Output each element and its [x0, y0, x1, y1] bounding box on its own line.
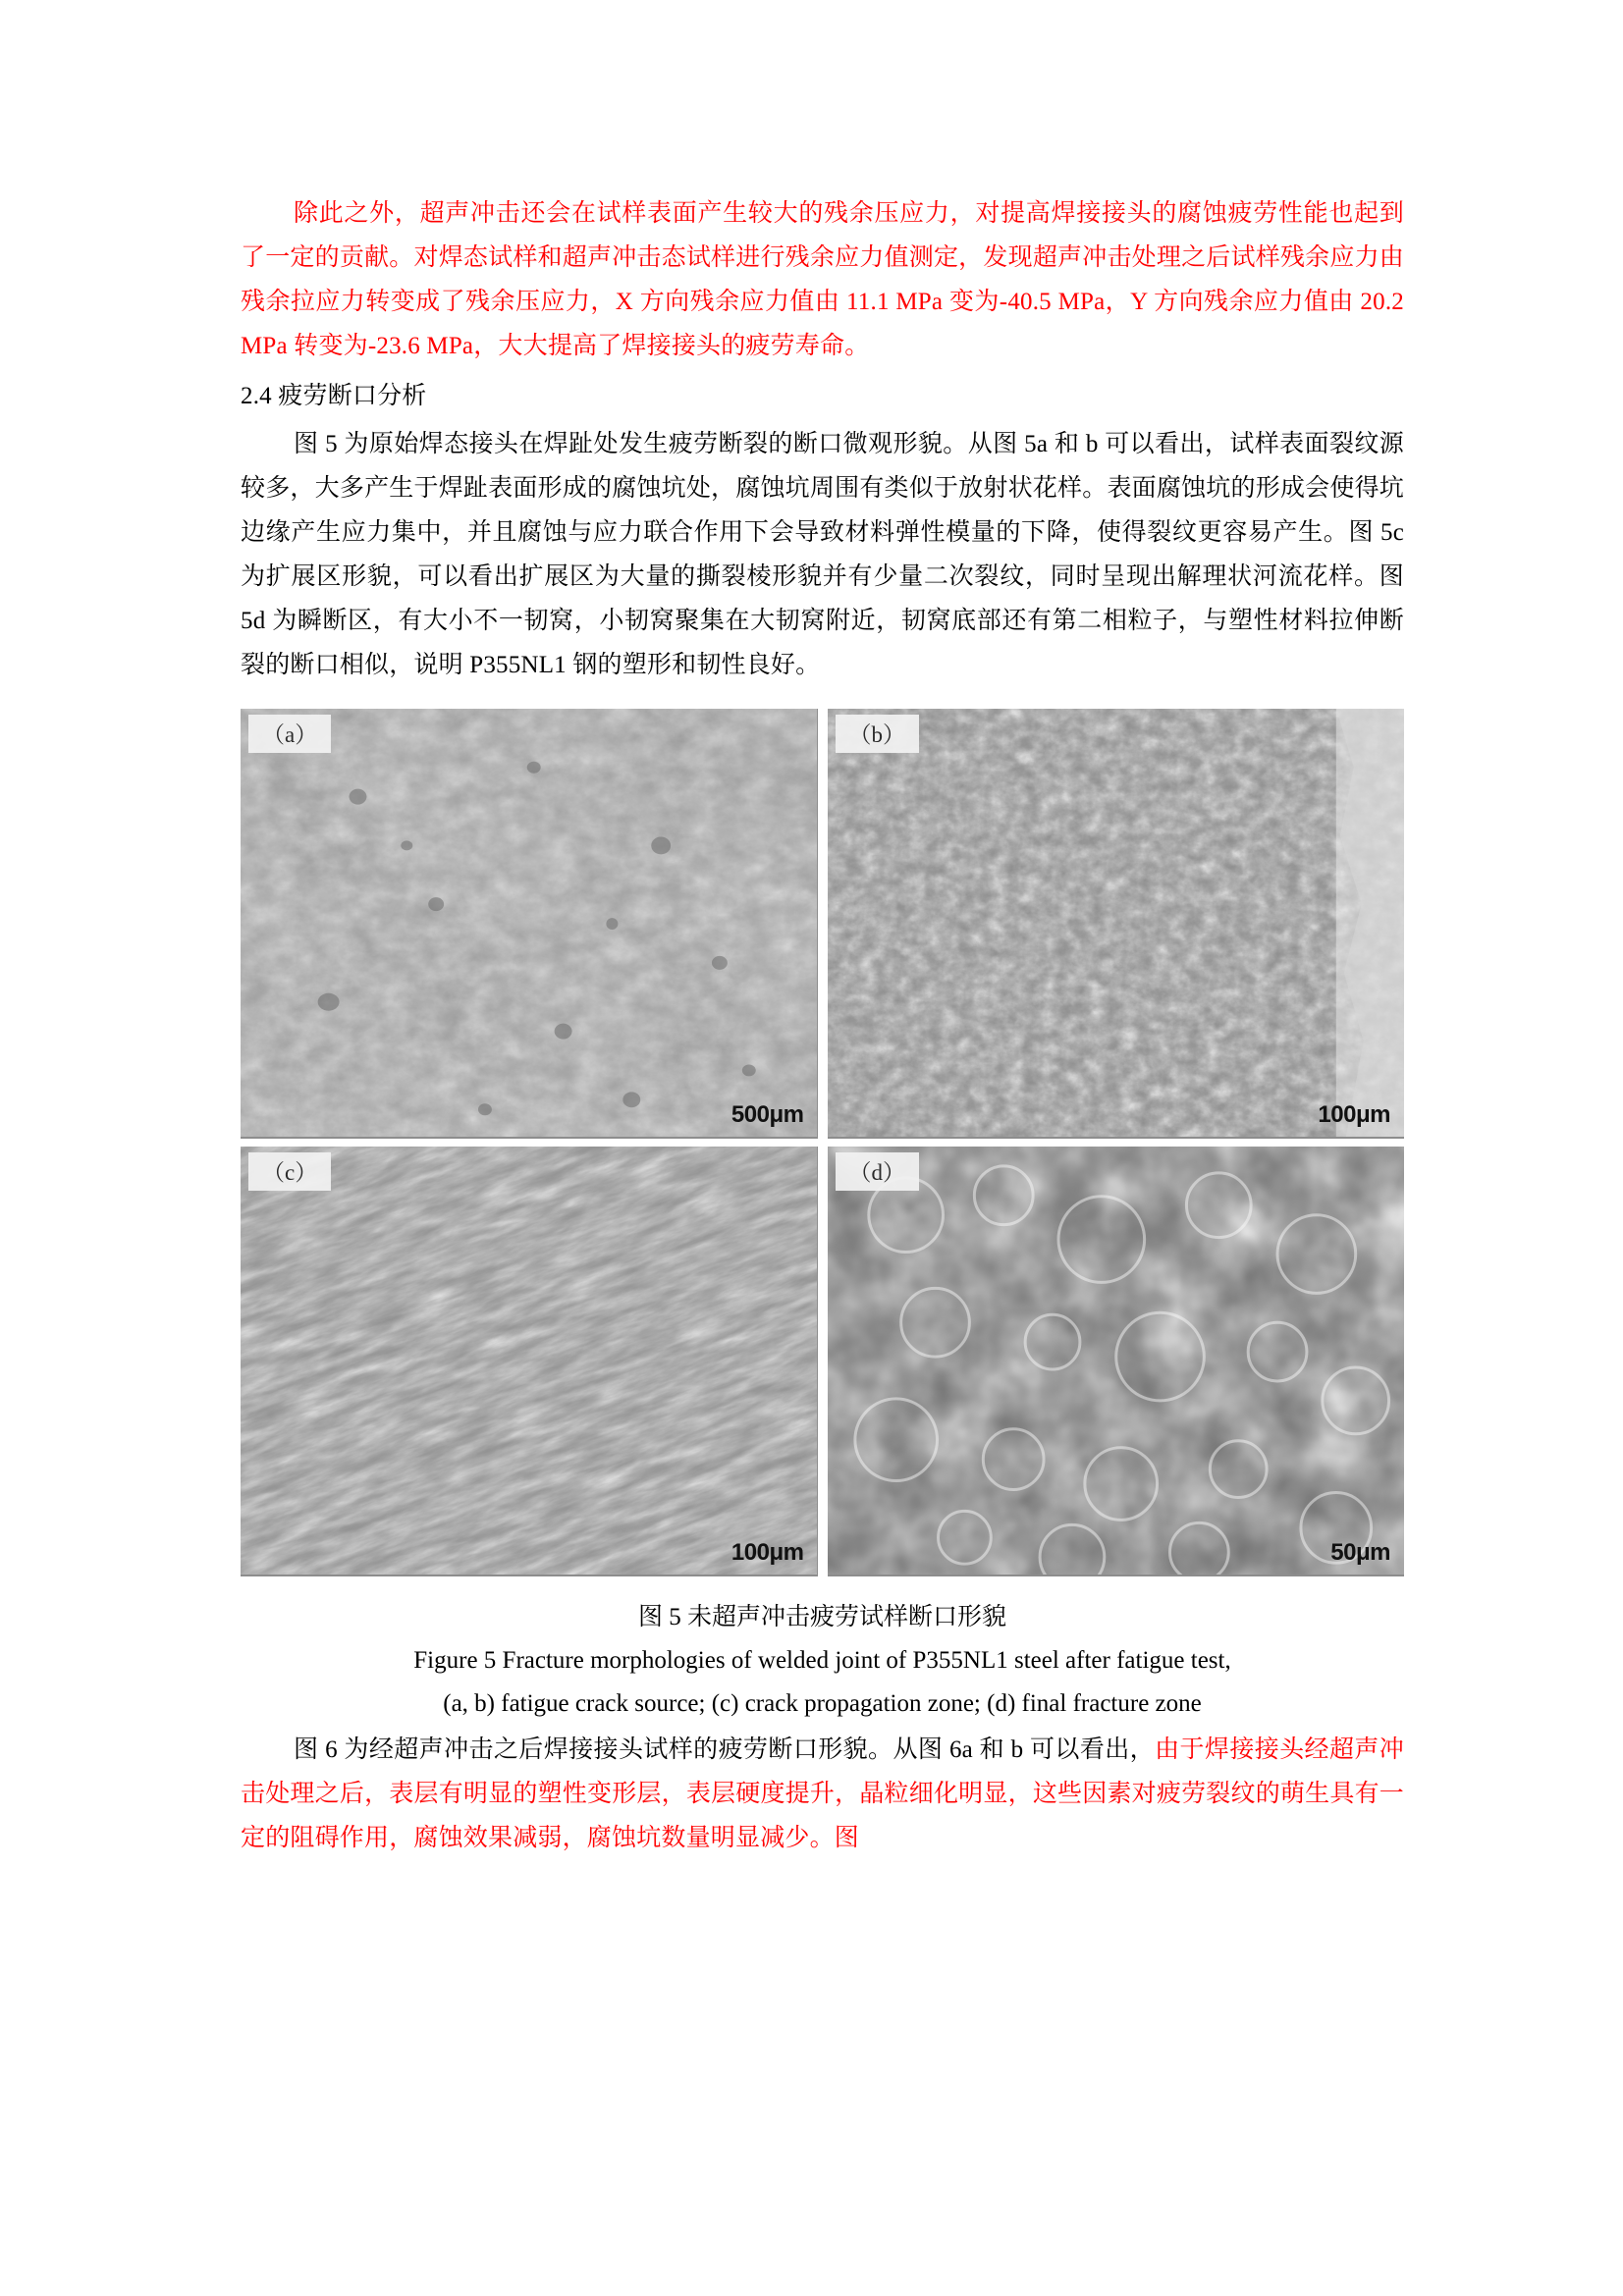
- figure-caption-cn: 图 5 未超声冲击疲劳试样断口形貌: [637, 1604, 1006, 1630]
- micrograph-texture-a: [241, 709, 817, 1137]
- scale-bar-a: 500μm: [730, 1101, 804, 1128]
- paragraph-fracture-analysis: 图 5 为原始焊态接头在焊趾处发生疲劳断裂的断口微观形貌。从图 5a 和 b 可以看出，试样表面裂纹源较多，大多产生于焊趾表面形成的腐蚀坑处，腐蚀坑周围有类似于放射状花样。表面腐蚀坑的形成会使得坑边缘产生应力集中，并且腐蚀与应力联合作用下会导致材料弹性模量的下降，使得裂纹更容易产生。图 5c 为扩展区形貌，可以看出扩展区为大量的撕裂棱形貌并有少量二次裂纹，同时呈现出解理状河流花样。图 5d 为瞬断区，有大小不一韧窝，小韧窝聚集在大韧窝附近，韧窝底部还有第二相粒子，与塑性材料拉伸断裂的断口相似，说明 P355NL1 钢的塑形和韧性良好。: [241, 431, 1404, 678]
- figure-caption-en-line1: Figure 5 Fracture morphologies of welded joint of P355NL1 steel after fatigue test,: [413, 1647, 1231, 1674]
- figure-caption-en-line2: (a, b) fatigue crack source; (c) crack propagation zone; (d) final fracture zone: [443, 1690, 1202, 1717]
- scale-bar-b: 100μm: [1318, 1101, 1390, 1128]
- section-heading-2-4: 2.4 疲劳断口分析: [241, 383, 427, 409]
- micrograph-texture-c: [241, 1147, 817, 1575]
- panel-label-d: （d）: [836, 1152, 920, 1191]
- micrograph-panel-a: [241, 709, 818, 1139]
- after-figure-red-text: 由于焊接接头经超声冲击处理之后，表层有明显的塑性变形层，表层硬度提升，晶粒细化明显，这些因素对疲劳裂纹的萌生具有一定的阻碍作用，腐蚀效果减弱，腐蚀坑数量明显减少。图: [241, 1736, 1404, 1851]
- micrograph-panel-b: [828, 709, 1405, 1139]
- paragraph-residual-stress: 除此之外，超声冲击还会在试样表面产生较大的残余压应力，对提高焊接接头的腐蚀疲劳性能也起到了一定的贡献。对焊态试样和超声冲击态试样进行残余应力值测定，发现超声冲击处理之后试样残余应力由残余拉应力转变成了残余压应力，X 方向残余应力值由 11.1 MPa 变为-40.5 MPa，Y 方向残余应力值由 20.2 MPa 转变为-23.6 MPa，大大提高了焊接接头的疲劳寿命。: [241, 200, 1404, 359]
- micrograph-texture-b: [828, 709, 1404, 1137]
- micrograph-panel-c: [241, 1147, 818, 1576]
- panel-label-b: （b）: [836, 715, 920, 753]
- scale-bar-d: 50μm: [1330, 1539, 1390, 1566]
- page-content: [241, 191, 1404, 1860]
- after-figure-black-text: 图 6 为经超声冲击之后焊接接头试样的疲劳断口形貌。从图 6a 和 b 可以看出，: [294, 1736, 1156, 1763]
- panel-label-c: （c）: [248, 1152, 331, 1191]
- figure-5-grid: [241, 709, 1404, 1576]
- micrograph-panel-d: [828, 1147, 1405, 1576]
- scale-bar-c: 100μm: [730, 1539, 804, 1566]
- paragraph-after-figure: [241, 1728, 1404, 1860]
- panel-label-a: （a）: [248, 715, 331, 753]
- micrograph-texture-d: [828, 1147, 1404, 1575]
